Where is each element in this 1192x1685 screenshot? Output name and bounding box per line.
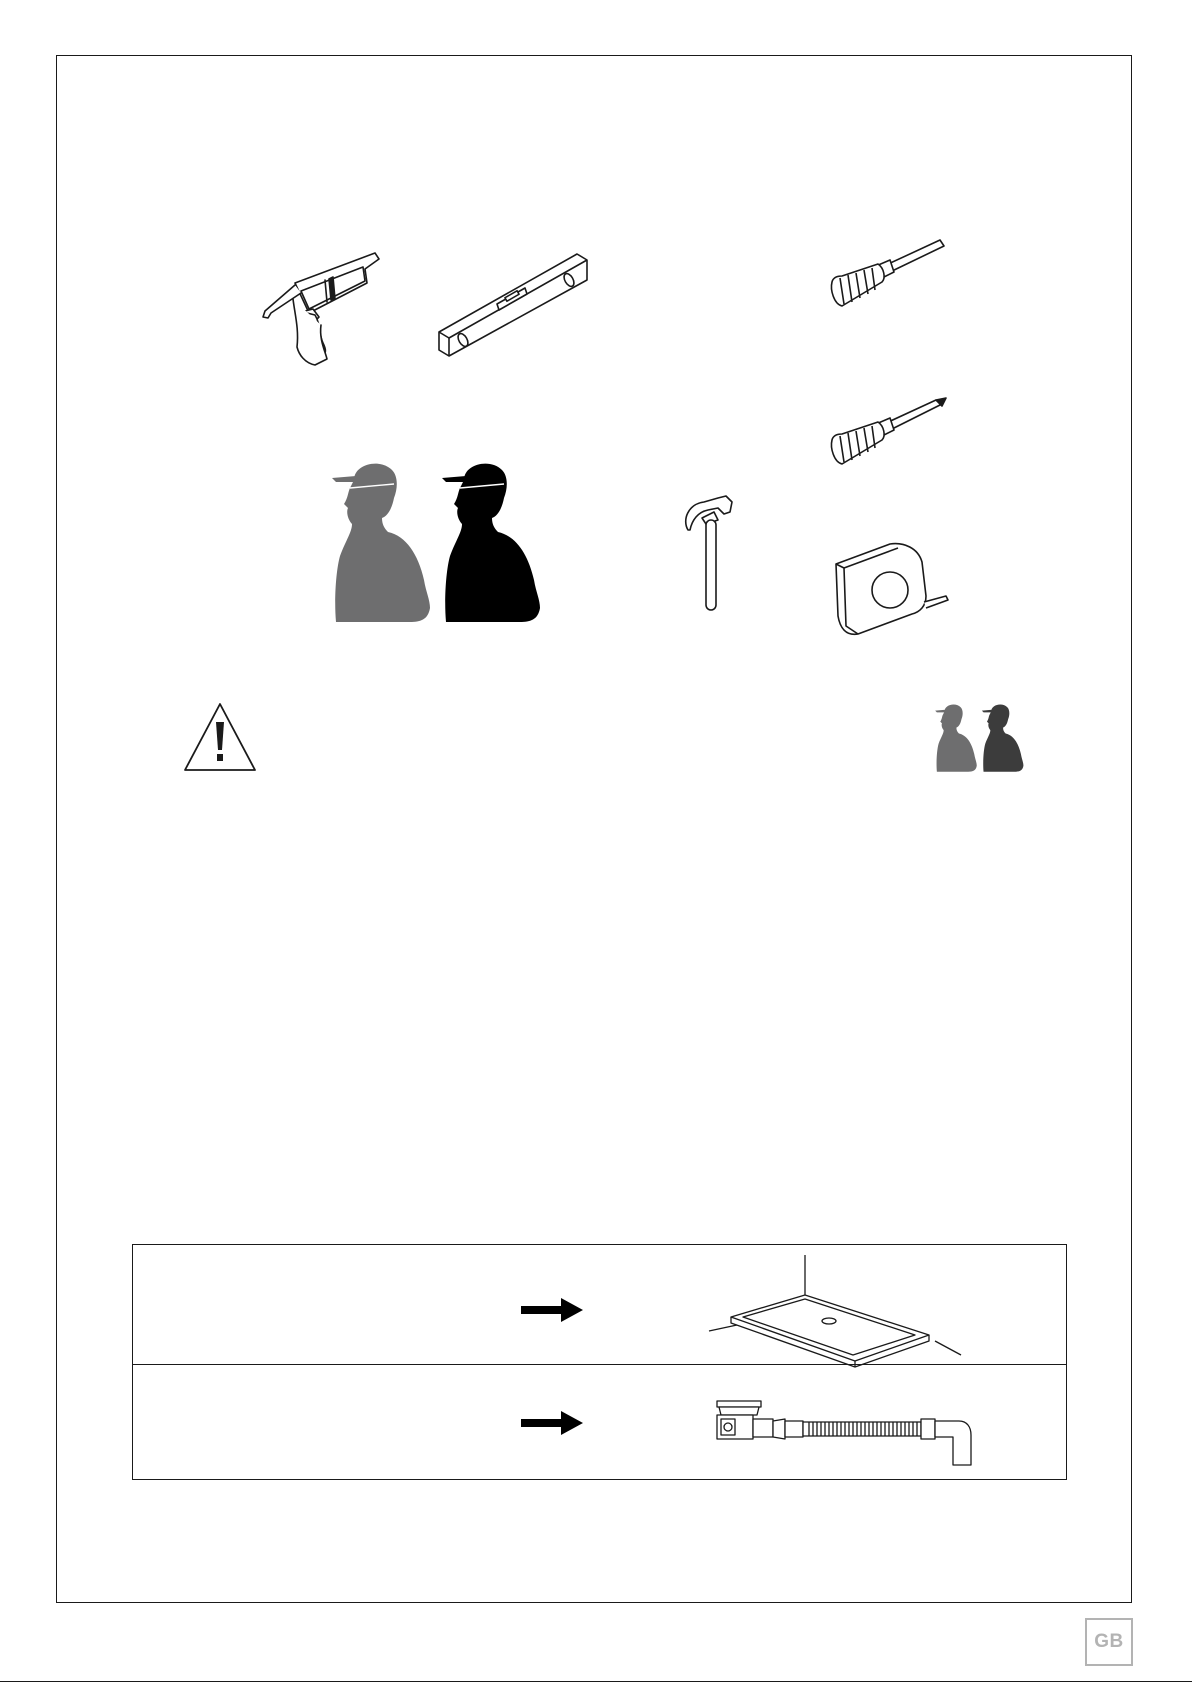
- parts-box: [132, 1244, 1067, 1480]
- spirit-level-icon: [437, 254, 593, 358]
- shower-tray-icon: [709, 1255, 969, 1363]
- flat-screwdriver-icon: [828, 240, 950, 312]
- language-badge: [1085, 1618, 1133, 1666]
- language-badge-label: GB: [1094, 1631, 1124, 1652]
- parts-box-divider: [133, 1364, 1066, 1365]
- waste-trap-icon: [713, 1395, 973, 1467]
- arrow-right-icon: [521, 1297, 585, 1323]
- warning-triangle-icon: [183, 702, 257, 772]
- arrow-right-icon: [521, 1410, 585, 1436]
- two-person-small-icon: [934, 703, 1028, 773]
- hammer-icon: [680, 494, 740, 614]
- tape-measure-icon: [832, 540, 954, 640]
- two-person-icon: [330, 460, 550, 625]
- bottom-rule: [0, 1681, 1192, 1682]
- caulking-gun-icon: [265, 255, 415, 375]
- phillips-screwdriver-icon: [828, 398, 950, 468]
